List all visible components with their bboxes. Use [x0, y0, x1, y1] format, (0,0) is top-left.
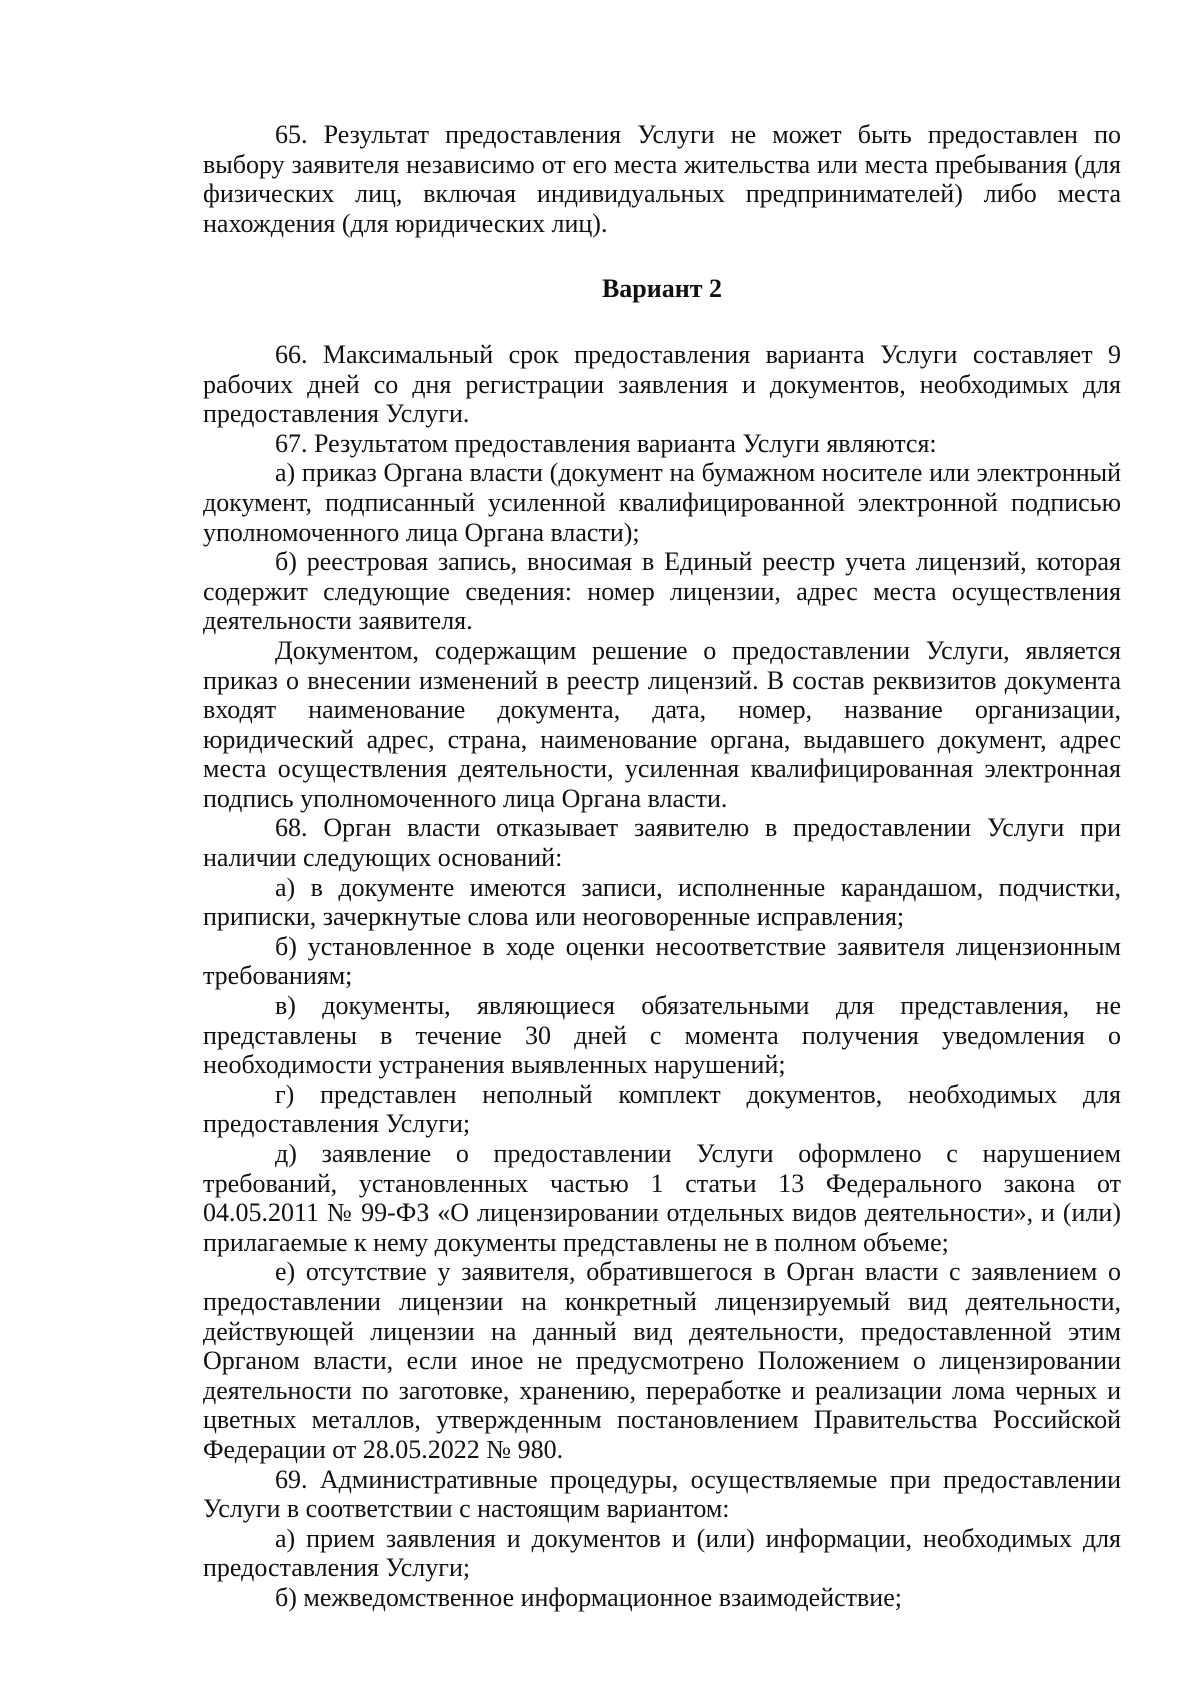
paragraph-68-e: е) отсутствие у заявителя, обратившегося в Орган власти с заявлением о предоставлении лицензии на конкретный лицензируемый вид деятельности, действующей лицензии на данный вид деятельности, предоставленной этим Органом власти, если иное не предусмотрено Положением о лицензировании деятельности по заготовке, хранению, переработке и реализации лома черных и цветных металлов, утвержденным постановлением Правительства Российской Федерации от 28.05.2022 № 980.: [203, 1257, 1121, 1464]
paragraph-69-a: а) прием заявления и документов и (или) информации, необходимых для предоставления Услуги;: [203, 1523, 1121, 1583]
paragraph-document-requisites: Документом, содержащим решение о предоставлении Услуги, является приказ о внесении изменений в реестр лицензий. В состав реквизитов документа входят наименование документа, дата, номер, название организации, юридический адрес, страна, наименование органа, выдавшего документ, адрес места осуществления деятельности, усиленная квалифицированная электронная подпись уполномоченного лица Органа власти.: [203, 635, 1121, 813]
paragraph-67-a: а) приказ Органа власти (документ на бумажном носителе или электронный документ, подписанный усиленной квалифицированной электронной подписью уполномоченного лица Органа власти);: [203, 458, 1121, 547]
paragraph-66: 66. Максимальный срок предоставления варианта Услуги составляет 9 рабочих дней со дня регистрации заявления и документов, необходимых для предоставления Услуги.: [203, 339, 1121, 429]
paragraph-69-b: б) межведомственное информационное взаимодействие;: [275, 1582, 902, 1612]
document-page: [203, 120, 1121, 1613]
paragraph-68: 68. Орган власти отказывает заявителю в предоставлении Услуги при наличии следующих оснований:: [203, 813, 1121, 873]
paragraph-68-v: в) документы, являющиеся обязательными для представления, не представлены в течение 30 дней с момента получения уведомления о необходимости устранения выявленных нарушений;: [203, 991, 1121, 1080]
paragraph-68-b: б) установленное в ходе оценки несоответствие заявителя лицензионным требованиям;: [203, 931, 1121, 991]
paragraph-65: 65. Результат предоставления Услуги не может быть предоставлен по выбору заявителя независимо от его места жительства или места пребывания (для физических лиц, включая индивидуальных предпринимателей) либо места нахождения (для юридических лиц).: [203, 120, 1121, 238]
paragraph-68-d: д) заявление о предоставлении Услуги оформлено с нарушением требований, установленных частью 1 статьи 13 Федерального закона от 04.05.2011 № 99-ФЗ «О лицензировании отдельных видов деятельности», и (или) прилагаемые к нему документы представлены не в полном объеме;: [203, 1139, 1121, 1257]
paragraph-67: 67. Результатом предоставления варианта Услуги являются:: [275, 428, 937, 458]
paragraph-67-b: б) реестровая запись, вносимая в Единый реестр учета лицензий, которая содержит следующие сведения: номер лицензии, адрес места осуществления деятельности заявителя.: [203, 547, 1121, 636]
paragraph-69: 69. Административные процедуры, осуществляемые при предоставлении Услуги в соответствии с настоящим вариантом:: [203, 1464, 1121, 1524]
paragraph-68-g: г) представлен неполный комплект документов, необходимых для предоставления Услуги;: [203, 1079, 1121, 1139]
paragraph-68-a: а) в документе имеются записи, исполненные карандашом, подчистки, приписки, зачеркнутые слова или неоговоренные исправления;: [203, 872, 1121, 932]
section-heading-variant-2: Вариант 2: [601, 274, 723, 304]
